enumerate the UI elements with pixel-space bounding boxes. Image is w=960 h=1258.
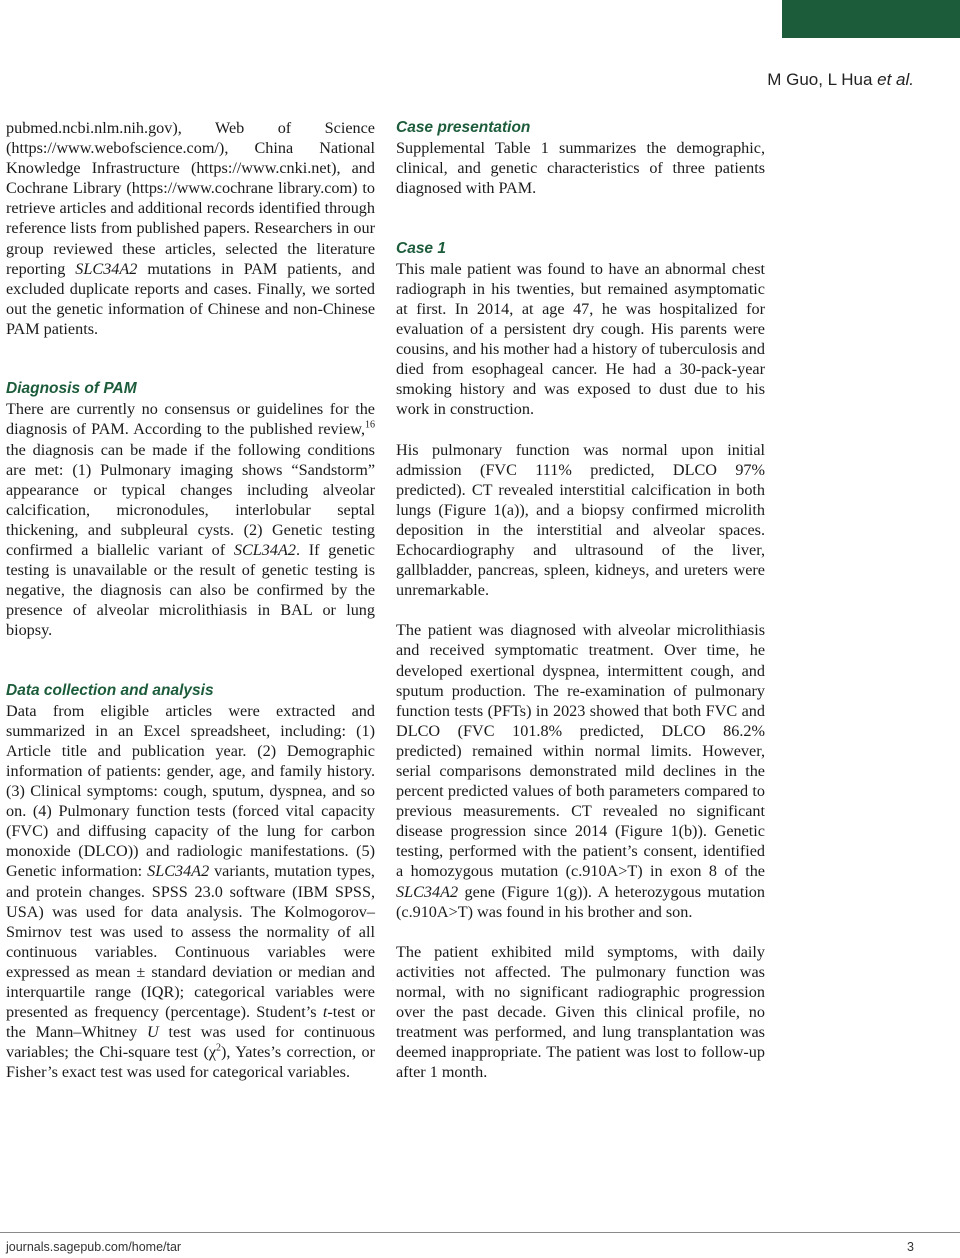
right-column — [396, 118, 765, 1083]
case-presentation-paragraph: Supplemental Table 1 summarizes the demographic, clinical, and genetic characteristics of three patients diagnosed with PAM. — [396, 139, 765, 198]
text-span: Data from eligible articles were extracted and summarized in an Excel spreadsheet, including: (1) Article title and publication year. (2) Demographic information of patients: gender, age, and family history. (3) Clinical symptoms: cough, sputum, dyspnea, and so on. (4) Pulmonary function tests (forced vital capacity (FVC) and diffusing capacity of the lung for carbon monoxide (DLCO)) and radiologic manifestations. (5) Genetic information: — [6, 701, 375, 881]
journal-accent-bar — [782, 0, 960, 38]
section-heading-data-collection: Data collection and analysis — [6, 681, 214, 699]
case1-paragraph-4: The patient exhibited mild symptoms, with daily activities not affected. The pulmonary function was normal, with no significant radiographic progression over the past decade. Given this clinical profile, no treatment was performed, and lung transplantation was deemed inappropriate. The patient was lost to follow-up after 1 month. — [396, 942, 765, 1082]
running-head-authors — [767, 70, 914, 90]
section-heading-case-1: Case 1 — [396, 239, 446, 257]
methods-search-paragraph — [6, 118, 375, 339]
gene-name: SCL34A2 — [233, 540, 296, 559]
text-span: -test or the Mann–Whitney — [6, 1003, 376, 1042]
data-collection-paragraph — [6, 701, 375, 1083]
footer-journal-url[interactable]: journals.sagepub.com/home/tar — [6, 1240, 182, 1254]
section-heading-case-presentation: Case presentation — [396, 119, 531, 136]
reference-superscript[interactable]: 16 — [365, 420, 375, 432]
authors-etal: et al. — [877, 70, 914, 89]
italic-symbol: U — [147, 1023, 159, 1042]
diagnosis-paragraph — [6, 399, 375, 640]
case1-paragraph-2: His pulmonary function was normal upon initial admission (FVC 111% predicted, DLCO 97% predicted). CT revealed interstitial calcification in both lungs (Figure 1(a)), and a biopsy confirmed microlith deposition in the interstitial and alveolar spaces. Echocardiography and ultrasound of the liver, gallbladder, pancreas, spleen, kidneys, and ureters were unremarkable. — [396, 440, 765, 600]
gene-name: SLC34A2 — [396, 882, 459, 901]
text-span: ), Yates’s correction, or Fisher’s exact test was used for categorical variables. — [6, 1043, 376, 1082]
italic-symbol: t — [322, 1003, 328, 1022]
text-span: gene (Figure 1(g)). A heterozygous mutation (c.910A>T) was found in his brother and son. — [396, 882, 765, 921]
text-span: There are currently no consensus or guidelines for the diagnosis of PAM. According to the published review, — [6, 400, 375, 439]
footer-divider — [0, 1232, 960, 1233]
superscript: 2 — [216, 1042, 222, 1054]
case1-paragraph-3 — [396, 620, 765, 921]
left-column — [6, 118, 375, 1083]
text-span: The patient was diagnosed with alveolar microlithiasis and received symptomatic treatment. Over time, he developed exertional dyspnea, intermittent cough, and sputum production. The re-examination of pulmonary function tests (PFTs) in 2023 showed that both FVC and DLCO (FVC 101.8% predicted, DLCO 86.2% predicted) remained within normal limits. However, serial comparisons demonstrated mild declines in the percent predicted values of both parameters compared to previous measurements. CT revealed no significant disease progression since 2014 (Figure 1(b)). Genetic testing, performed with the patient’s consent, identified a homozygous mutation (c.910A>T) in exon 8 of the — [396, 621, 765, 881]
text-span: test was used for continuous variables; the Chi-square test (χ — [6, 1023, 375, 1062]
gene-name: SLC34A2 — [147, 862, 210, 881]
text-span: variants, mutation types, and protein changes. SPSS 23.0 software (IBM SPSS, USA) was used for data analysis. The Kolmogorov–Smirnov test was used to assess the normality of all continuous variables. Continuous variables were expressed as mean ± standard deviation or median and interquartile range (IQR); categorical variables were presented as frequency (percentage). Student’s — [6, 862, 375, 1022]
text-span: pubmed.ncbi.nlm.nih.gov), Web of Science (https://www.webofscience.com/), China National Knowledge Infrastructure (https://www.cnki.net), and Cochrane Library (https://www.cochrane library.com) to retrieve articles and additional records identified through reference lists from published papers. Researchers in our group reviewed these articles, selected the literature reporting — [6, 119, 375, 278]
text-span: . If genetic testing is unavailable or the result of genetic testing is negative, the diagnosis can also be confirmed by the presence of alveolar microlithiasis in BAL or lung biopsy. — [6, 540, 375, 640]
section-heading-diagnosis: Diagnosis of PAM — [6, 380, 137, 398]
case1-paragraph-1: This male patient was found to have an abnormal chest radiograph in his twenties, but remained asymptomatic at first. In 2014, at age 47, he was hospitalized for evaluation of a persistent dry cough. His parents were cousins, and his mother had a history of tuberculosis and died from esophageal cancer. He had a 30-pack-year smoking history and was exposed to dust due to his work in construction. — [396, 259, 765, 419]
page-number: 3 — [907, 1240, 914, 1254]
authors-names: M Guo, L Hua — [767, 70, 878, 89]
text-span: the diagnosis can be made if the following conditions are met: (1) Pulmonary imaging shows “Sandstorm” appearance or typical changes including alveolar calcification, micronodules, interlobular septal thickening, and subpleural cysts. (2) Genetic testing confirmed a biallelic variant of — [6, 440, 375, 559]
text-span: mutations in PAM patients, and excluded duplicate reports and cases. Finally, we sorted out the genetic information of Chinese and non-Chinese PAM patients. — [6, 259, 375, 338]
gene-name: SLC34A2 — [75, 259, 138, 278]
